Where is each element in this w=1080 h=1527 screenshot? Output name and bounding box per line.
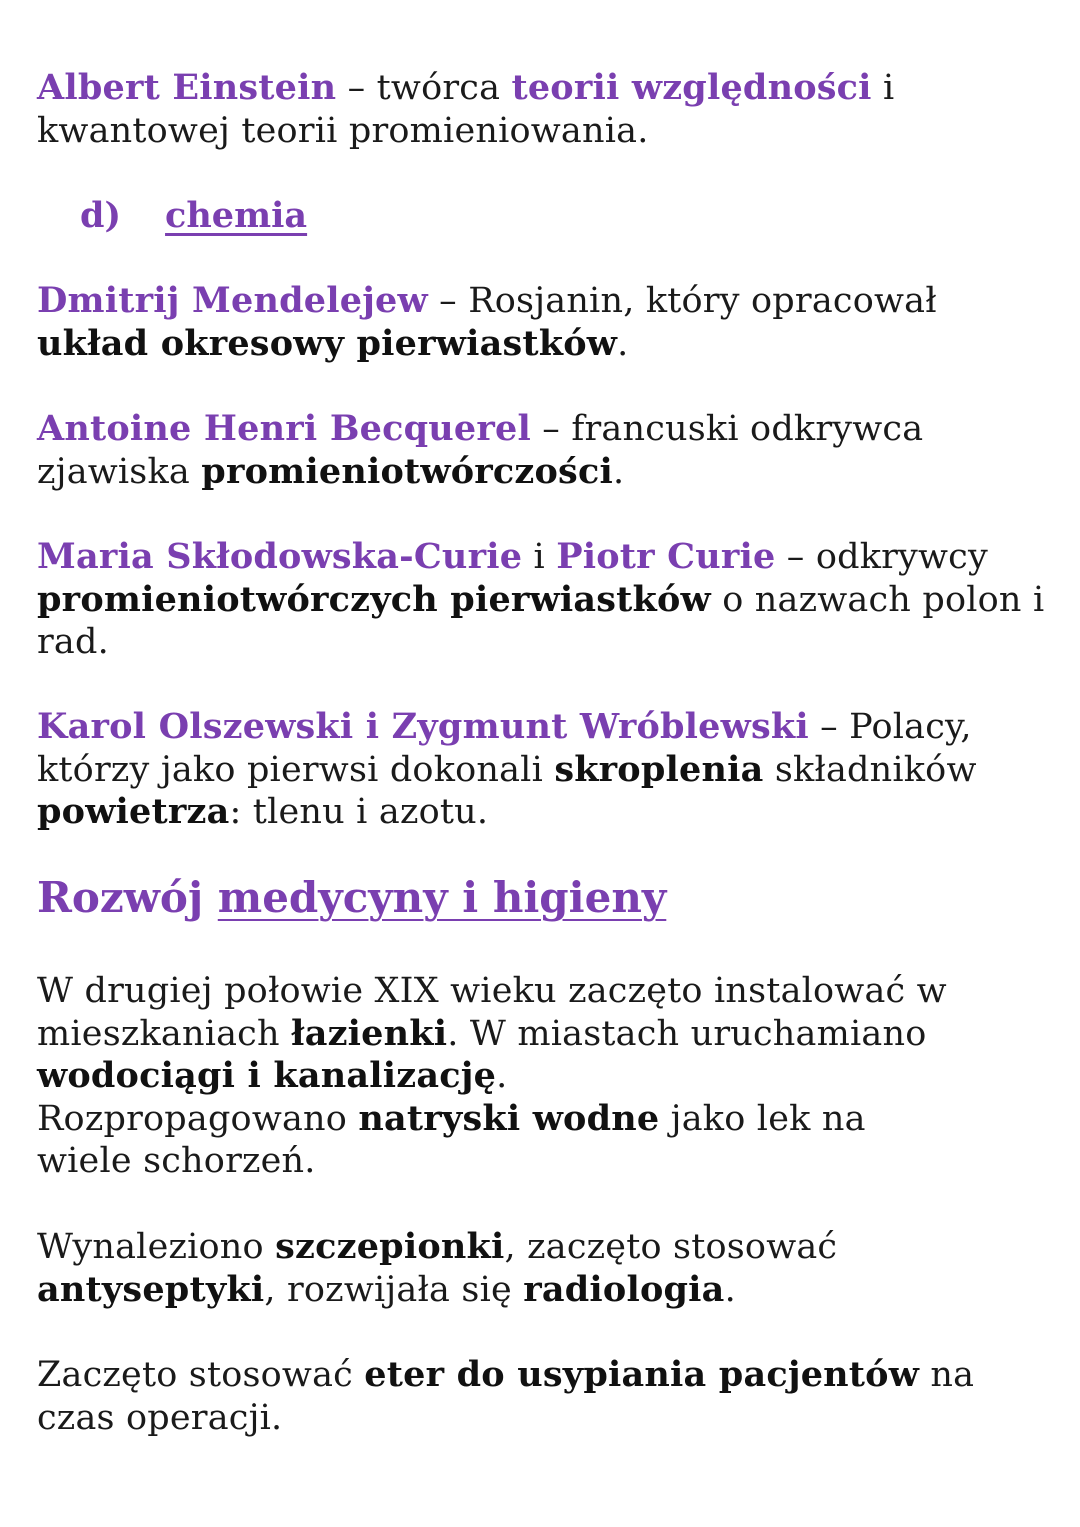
- paragraph-einstein: [37, 67, 897, 152]
- text: . W miastach uruchamiano: [447, 1013, 927, 1054]
- heading-part: Rozwój: [37, 873, 218, 922]
- section-heading-medycyna: [37, 873, 666, 922]
- key-term: promieniotwórczych pierwiastków: [37, 578, 711, 620]
- section-letter: d): [80, 195, 122, 236]
- person-name: Antoine Henri Becquerel: [37, 408, 531, 449]
- person-name: Maria Skłodowska-Curie: [37, 536, 523, 577]
- person-name: Piotr Curie: [556, 536, 776, 577]
- person-name: Karol Olszewski i Zygmunt Wróblewski: [37, 706, 809, 747]
- key-term: promieniotwórczości: [201, 450, 613, 492]
- key-term: wodociągi i kanalizację: [37, 1055, 497, 1096]
- key-term: eter do usypiania pacjentów: [364, 1354, 920, 1395]
- key-term: skroplenia: [554, 748, 764, 790]
- key-term: natryski wodne: [358, 1097, 660, 1139]
- paragraph-szczepionki: [37, 1226, 857, 1311]
- text: jako lek na wiele schorzeń.: [37, 1098, 866, 1181]
- text: o nazwach polon i rad.: [37, 579, 1045, 662]
- text: .: [724, 1269, 736, 1310]
- key-term: szczepionki: [275, 1226, 505, 1267]
- text: – Rosjanin, który opracował: [427, 281, 937, 321]
- section-heading-chemia: [80, 195, 307, 236]
- text: .: [617, 323, 629, 364]
- text: .: [496, 1056, 508, 1096]
- text: W drugiej połowie XIX wieku zaczęto instalować w mieszkaniach: [37, 971, 947, 1054]
- person-name: Dmitrij Mendelejew: [37, 280, 428, 321]
- text: , rozwijała się: [264, 1269, 524, 1310]
- text: Zaczęto stosować: [37, 1355, 365, 1395]
- paragraph-olszewski: [37, 706, 997, 834]
- person-name: Albert Einstein: [37, 67, 337, 108]
- text: – Polacy, którzy jako pierwsi dokonali: [37, 707, 972, 790]
- text: – twórca: [336, 68, 512, 108]
- section-title: chemia: [165, 195, 308, 236]
- key-term: układ okresowy pierwiastków: [37, 322, 618, 364]
- text: Wynaleziono: [37, 1227, 276, 1267]
- key-term: teorii względności: [511, 67, 872, 108]
- paragraph-higiena: [37, 970, 967, 1183]
- heading-part-underlined: medycyny i higieny: [217, 873, 667, 922]
- text: : tlenu i azotu.: [229, 792, 489, 832]
- paragraph-curie: [37, 536, 1047, 664]
- paragraph-becquerel: [37, 408, 937, 493]
- text: – odkrywcy: [775, 537, 988, 577]
- text: , zaczęto stosować: [504, 1227, 838, 1267]
- text: i kwantowej teorii promieniowania.: [37, 68, 895, 151]
- text: na czas operacji.: [37, 1355, 975, 1438]
- text: składników: [763, 749, 977, 790]
- paragraph-eter: [37, 1354, 1047, 1439]
- key-term: łazienki: [291, 1012, 448, 1054]
- key-term: powietrza: [37, 791, 230, 832]
- text: Rozpropagowano: [37, 1098, 359, 1139]
- key-term: antyseptyki: [37, 1268, 265, 1310]
- text: .: [612, 451, 625, 492]
- text: – francuski odkrywca zjawiska: [37, 409, 924, 492]
- paragraph-mendelejew: [37, 280, 1047, 365]
- key-term: radiologia: [523, 1268, 725, 1310]
- text: i: [522, 537, 557, 577]
